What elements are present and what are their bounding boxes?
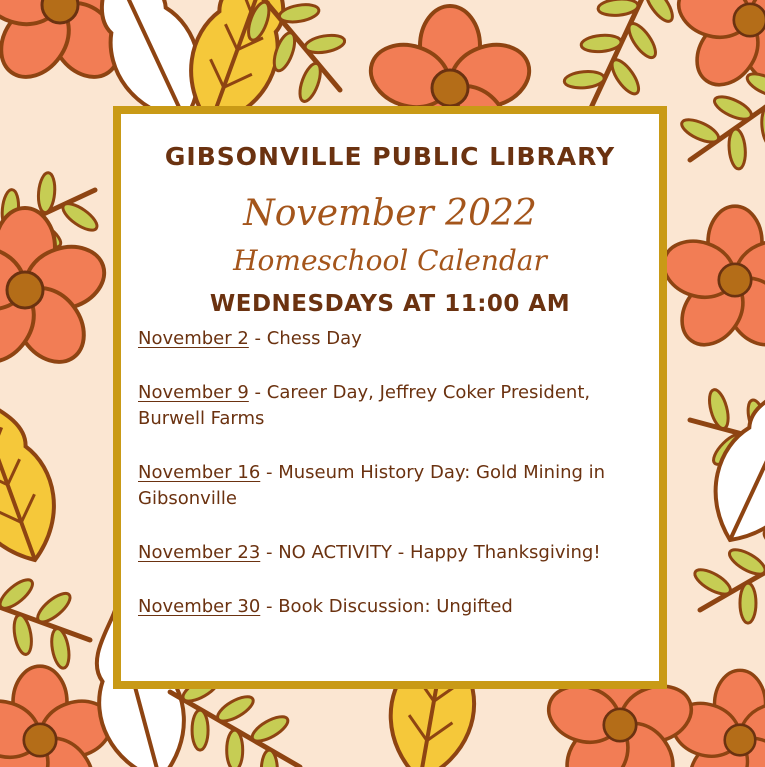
event-item bbox=[138, 326, 643, 352]
library-name-heading: GIBSONVILLE PUBLIC LIBRARY bbox=[164, 142, 616, 171]
event-description: - Museum History Day: Gold Mining in Gibsonville bbox=[138, 462, 606, 509]
event-item bbox=[138, 380, 643, 432]
event-description: - NO ACTIVITY - Happy Thanksgiving! bbox=[260, 542, 601, 563]
month-title: November 2022 bbox=[243, 193, 537, 234]
event-list bbox=[138, 326, 643, 648]
schedule-heading: WEDNESDAYS AT 11:00 AM bbox=[209, 291, 571, 317]
event-description: - Chess Day bbox=[248, 328, 362, 349]
event-date: November 30 bbox=[138, 596, 261, 617]
calendar-subtitle: Homeschool Calendar bbox=[233, 244, 547, 277]
event-item bbox=[138, 460, 643, 512]
event-description: - Career Day, Jeffrey Coker President, Burwell Farms bbox=[138, 382, 591, 429]
event-date: November 16 bbox=[138, 462, 261, 483]
calendar-card bbox=[113, 106, 667, 689]
event-description: - Book Discussion: Ungifted bbox=[260, 596, 513, 617]
event-date: November 23 bbox=[138, 542, 261, 563]
event-date: November 9 bbox=[138, 382, 249, 403]
event-item bbox=[138, 540, 643, 566]
event-date: November 2 bbox=[138, 328, 249, 349]
event-item bbox=[138, 594, 643, 620]
